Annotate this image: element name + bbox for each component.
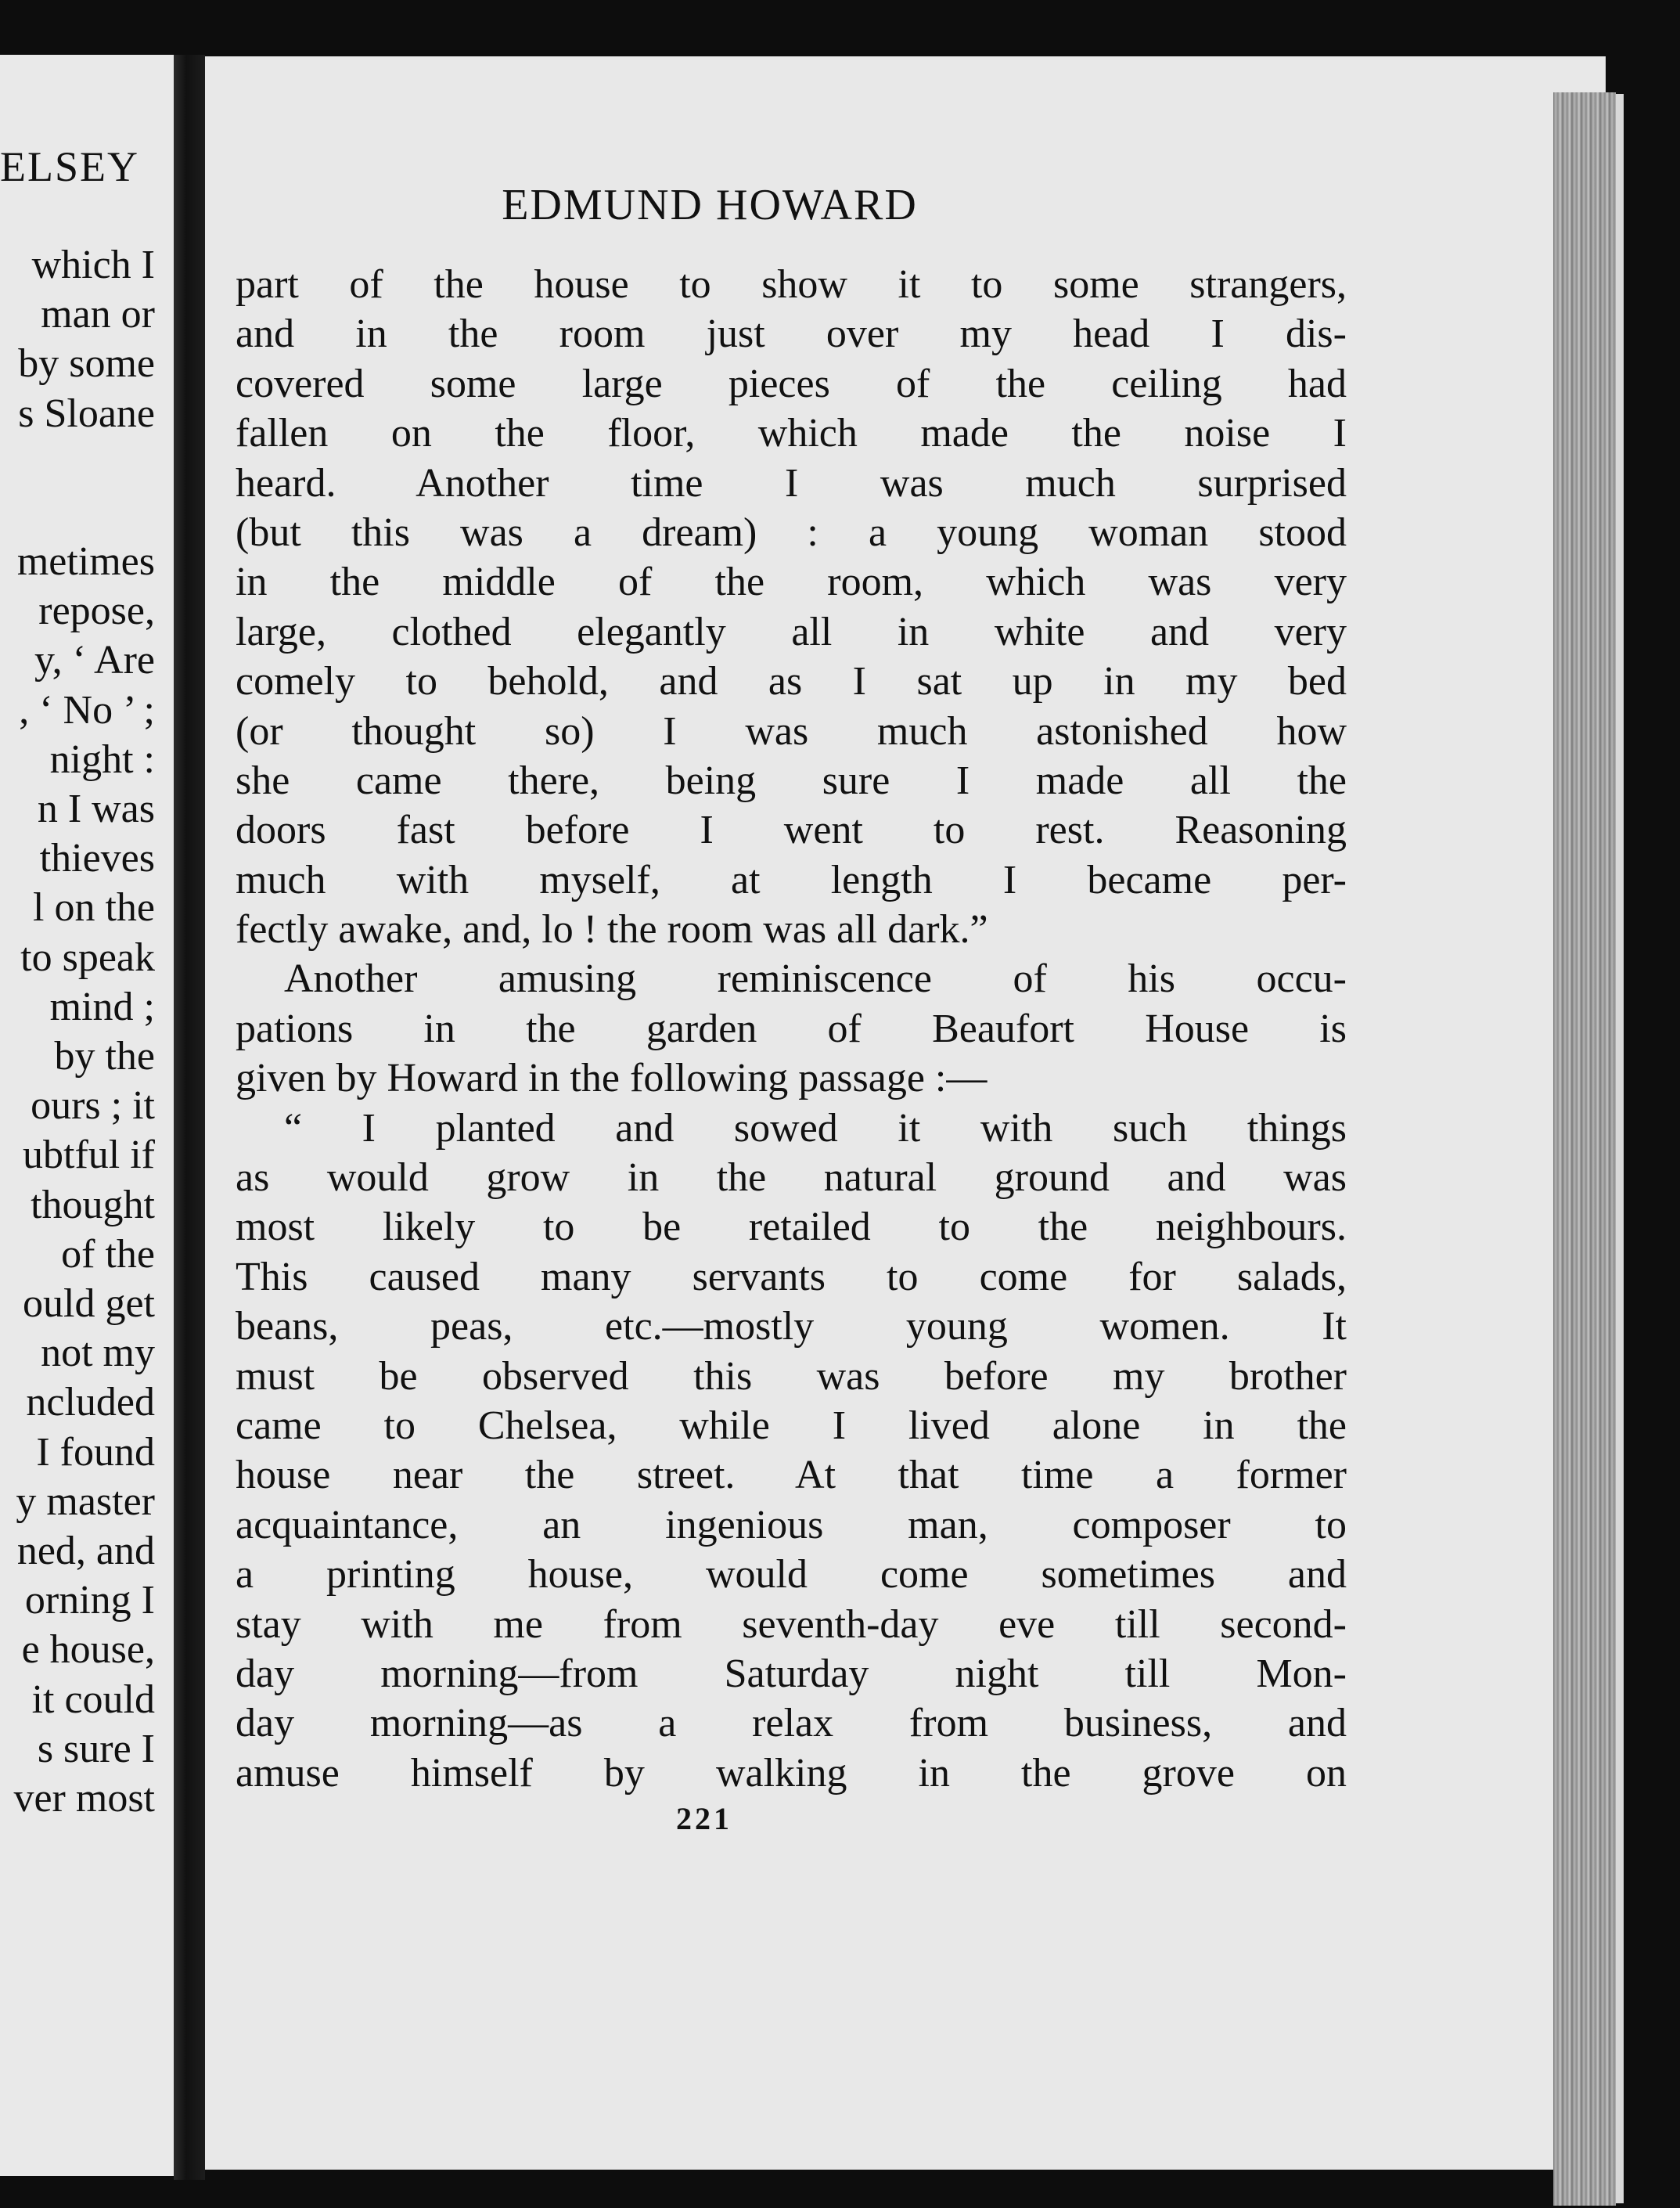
left-page-line: by the <box>54 1034 155 1079</box>
left-page-line: ned, and <box>16 1529 155 1573</box>
body-text-line: acquaintance, an ingenious man, composer to <box>236 1502 1347 1547</box>
body-text-line: comely to behold, and as I sat up in my bed <box>236 659 1347 704</box>
left-page-line: orning I <box>24 1578 155 1623</box>
body-text-line: “ I planted and sowed it with such things <box>284 1105 1347 1151</box>
left-page-line: thieves <box>39 836 155 881</box>
body-text-line: much with myself, at length I became per- <box>236 857 1347 902</box>
left-page-line: I found <box>36 1429 155 1475</box>
body-text-line: in the middle of the room, which was very <box>236 560 1347 605</box>
body-text-line: pations in the garden of Beaufort House is <box>236 1006 1347 1051</box>
body-text-line: and in the room just over my head I dis- <box>236 312 1347 357</box>
left-page-line: l on the <box>33 885 155 931</box>
left-page-line: it could <box>31 1677 155 1722</box>
body-text-line: large, clothed elegantly all in white and very <box>236 609 1347 654</box>
body-text-line: day morning—from Saturday night till Mon- <box>236 1651 1347 1696</box>
left-page-line: ver most <box>13 1776 155 1821</box>
body-text-line: This caused many servants to come for salads, <box>236 1254 1347 1299</box>
page-right <box>205 56 1606 2170</box>
left-page-line: metimes <box>16 539 155 584</box>
body-text-line: house near the street. At that time a former <box>236 1453 1347 1498</box>
left-page-line: y master <box>16 1479 155 1524</box>
body-text-line: day morning—as a relax from business, and <box>236 1701 1347 1746</box>
body-text-line: a printing house, would come sometimes and <box>236 1552 1347 1597</box>
left-page-line: mind ; <box>49 984 155 1029</box>
body-text-line: (but this was a dream) : a young woman stood <box>236 510 1347 555</box>
left-page-line: which I <box>31 243 155 287</box>
left-page-line: e house, <box>21 1627 155 1673</box>
running-head: EDMUND HOWARD <box>502 181 918 229</box>
page-body-text <box>236 260 1347 1798</box>
body-text-line: given by Howard in the following passage :— <box>236 1056 987 1101</box>
body-text-line: doors fast before I went to rest. Reasoning <box>236 808 1347 853</box>
left-page-line: to speak <box>20 935 155 980</box>
book-gutter <box>174 55 205 2180</box>
page-number: 221 <box>676 1801 732 1836</box>
left-page-line: ubtful if <box>23 1133 155 1178</box>
body-text-line: came to Chelsea, while I lived alone in the <box>236 1403 1347 1448</box>
left-page-line: thought <box>31 1182 155 1227</box>
left-page-line: ould get <box>23 1281 155 1326</box>
body-text-line: covered some large pieces of the ceiling had <box>236 361 1347 406</box>
left-page-line: night : <box>49 737 155 782</box>
left-page-line: y, ‘ Are <box>34 638 155 683</box>
left-page-line: , ‘ No ’ ; <box>19 687 155 733</box>
body-text-line: fectly awake, and, lo ! the room was all dark.” <box>236 907 988 953</box>
body-text-line: Another amusing reminiscence of his occu- <box>284 956 1347 1002</box>
left-page-line: man or <box>41 292 155 337</box>
left-page-line: not my <box>41 1331 155 1376</box>
facing-page-left <box>0 55 191 2176</box>
body-text-line: amuse himself by walking in the grove on <box>236 1750 1347 1796</box>
body-text-line: must be observed this was before my brother <box>236 1353 1347 1399</box>
left-page-line: n I was <box>37 787 155 831</box>
body-text-line: as would grow in the natural ground and was <box>236 1155 1347 1201</box>
body-text-line: most likely to be retailed to the neighbours. <box>236 1205 1347 1250</box>
body-text-line: part of the house to show it to some strangers, <box>236 262 1347 307</box>
page-block-edge-highlight <box>1616 94 1624 2203</box>
page-block-edge <box>1553 92 1616 2206</box>
body-text-line: fallen on the floor, which made the noise I <box>236 411 1347 456</box>
left-page-line: repose, <box>38 589 155 634</box>
left-page-line: s Sloane <box>18 391 155 436</box>
body-text-line: she came there, being sure I made all the <box>236 758 1347 803</box>
left-page-line: by some <box>18 341 155 387</box>
body-text-line: beans, peas, etc.—mostly young women. It <box>236 1304 1347 1349</box>
body-text-line: stay with me from seventh-day eve till second- <box>236 1601 1347 1647</box>
left-page-line: of the <box>61 1231 155 1277</box>
left-page-heading: ELSEY <box>0 143 139 190</box>
left-page-line: s sure I <box>37 1726 155 1771</box>
left-page-line: ncluded <box>26 1380 155 1425</box>
left-page-line: ours ; it <box>31 1083 155 1129</box>
body-text-line: (or thought so) I was much astonished how <box>236 708 1347 754</box>
body-text-line: heard. Another time I was much surprised <box>236 460 1347 506</box>
